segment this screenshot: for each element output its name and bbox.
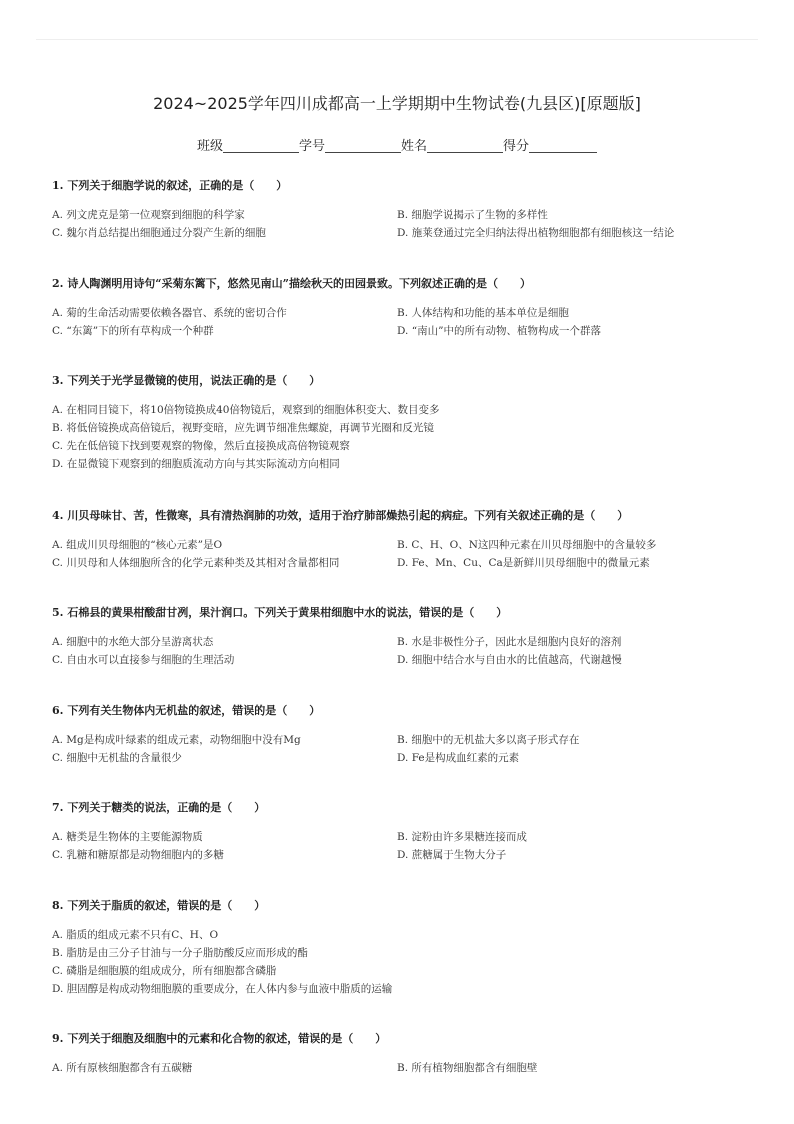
question-1 <box>52 178 752 241</box>
option-a: A. Mg是构成叶绿素的组成元素，动物细胞中没有Mg <box>52 734 301 746</box>
question-stem: 2. 诗人陶渊明用诗句“采菊东篱下，悠然见南山”描绘秋天的田园景致。下列叙述正确的是（ ） <box>52 277 531 290</box>
question-stem: 4. 川贝母味甘、苦，性微寒，具有清热润肺的功效，适用于治疗肺部燥热引起的病症。下列有关叙述正确的是（ ） <box>52 509 629 522</box>
option-d: D. 胆固醇是构成动物细胞膜的重要成分，在人体内参与血液中脂质的运输 <box>52 983 393 995</box>
option-c: C. 川贝母和人体细胞所含的化学元素种类及其相对含量都相同 <box>52 557 340 569</box>
option-c: C. 磷脂是细胞膜的组成成分，所有细胞都含磷脂 <box>52 965 277 977</box>
option-c: C. 自由水可以直接参与细胞的生理活动 <box>52 654 235 666</box>
document-title: 2024~2025学年四川成都高一上学期期中生物试卷(九县区)[原题版] <box>153 94 641 113</box>
option-a: A. 菊的生命活动需要依赖各器官、系统的密切合作 <box>52 307 287 319</box>
question-stem: 1. 下列关于细胞学说的叙述，正确的是（ ） <box>52 179 288 192</box>
option-b: B. 细胞中的无机盐大多以离子形式存在 <box>397 734 580 746</box>
question-stem: 6. 下列有关生物体内无机盐的叙述，错误的是（ ） <box>52 704 321 717</box>
question-3 <box>52 373 752 472</box>
option-a: A. 脂质的组成元素不只有C、H、O <box>52 929 219 941</box>
question-8 <box>52 898 752 997</box>
option-b: B. 将低倍镜换成高倍镜后，视野变暗，应先调节细准焦螺旋，再调节光圈和反光镜 <box>52 422 434 434</box>
question-2 <box>52 276 752 339</box>
question-6 <box>52 703 752 766</box>
option-d: D. 蔗糖属于生物大分子 <box>397 849 507 861</box>
question-7 <box>52 800 752 863</box>
option-d: D. 细胞中结合水与自由水的比值越高，代谢越慢 <box>397 654 622 666</box>
question-stem: 8. 下列关于脂质的叙述，错误的是（ ） <box>52 899 266 912</box>
option-c: C. 先在低倍镜下找到要观察的物像，然后直接换成高倍物镜观察 <box>52 440 350 452</box>
option-a: A. 所有原核细胞都含有五碳糖 <box>52 1062 193 1074</box>
option-a: A. 在相同目镜下，将10倍物镜换成40倍物镜后，观察到的细胞体积变大、数目变多 <box>52 404 440 416</box>
question-4 <box>52 508 752 571</box>
question-9 <box>52 1031 752 1076</box>
option-b: B. 淀粉由许多果糖连接而成 <box>397 831 527 843</box>
option-b: B. C、H、O、N这四种元素在川贝母细胞中的含量较多 <box>397 539 657 551</box>
option-d: D. 施莱登通过完全归纳法得出植物细胞都有细胞核这一结论 <box>397 227 675 239</box>
option-a: A. 列文虎克是第一位观察到细胞的科学家 <box>52 209 245 221</box>
question-stem: 9. 下列关于细胞及细胞中的元素和化合物的叙述，错误的是（ ） <box>52 1032 387 1045</box>
option-b: B. 所有植物细胞都含有细胞壁 <box>397 1062 538 1074</box>
student-info-line <box>0 135 794 154</box>
option-b: B. 人体结构和功能的基本单位是细胞 <box>397 307 569 319</box>
name-blank <box>427 138 503 153</box>
question-stem: 7. 下列关于糖类的说法，正确的是（ ） <box>52 801 266 814</box>
option-a: A. 糖类是生物体的主要能源物质 <box>52 831 203 843</box>
class-blank <box>223 138 299 153</box>
option-d: D. “南山”中的所有动物、植物构成一个群落 <box>397 325 601 337</box>
option-c: C. 细胞中无机盐的含量很少 <box>52 752 182 764</box>
option-b: B. 水是非极性分子，因此水是细胞内良好的溶剂 <box>397 636 622 648</box>
option-c: C. 乳糖和糖原都是动物细胞内的多糖 <box>52 849 224 861</box>
question-stem: 3. 下列关于光学显微镜的使用，说法正确的是（ ） <box>52 374 321 387</box>
option-c: C. 魏尔肖总结提出细胞通过分裂产生新的细胞 <box>52 227 266 239</box>
question-stem: 5. 石棉县的黄果柑酸甜甘冽，果汁润口。下列关于黄果柑细胞中水的说法，错误的是（ ） <box>52 606 508 619</box>
option-b: B. 脂肪是由三分子甘油与一分子脂肪酸反应而形成的酯 <box>52 947 308 959</box>
name-label: 姓名 <box>401 139 428 154</box>
option-d: D. 在显微镜下观察到的细胞质流动方向与其实际流动方向相同 <box>52 458 340 470</box>
score-blank <box>529 138 597 153</box>
option-b: B. 细胞学说揭示了生物的多样性 <box>397 209 548 221</box>
option-d: D. Fe是构成血红素的元素 <box>397 752 520 764</box>
option-d: D. Fe、Mn、Cu、Ca是新鲜川贝母细胞中的微量元素 <box>397 557 650 569</box>
number-label: 学号 <box>298 139 325 154</box>
number-blank <box>325 138 401 153</box>
question-5 <box>52 605 752 668</box>
page-top-rule <box>36 39 758 40</box>
score-label: 得分 <box>503 139 530 154</box>
option-a: A. 组成川贝母细胞的“核心元素”是O <box>52 539 223 551</box>
option-a: A. 细胞中的水绝大部分呈游离状态 <box>52 636 214 648</box>
class-label: 班级 <box>196 139 223 154</box>
option-c: C. “东篱”下的所有草构成一个种群 <box>52 325 214 337</box>
